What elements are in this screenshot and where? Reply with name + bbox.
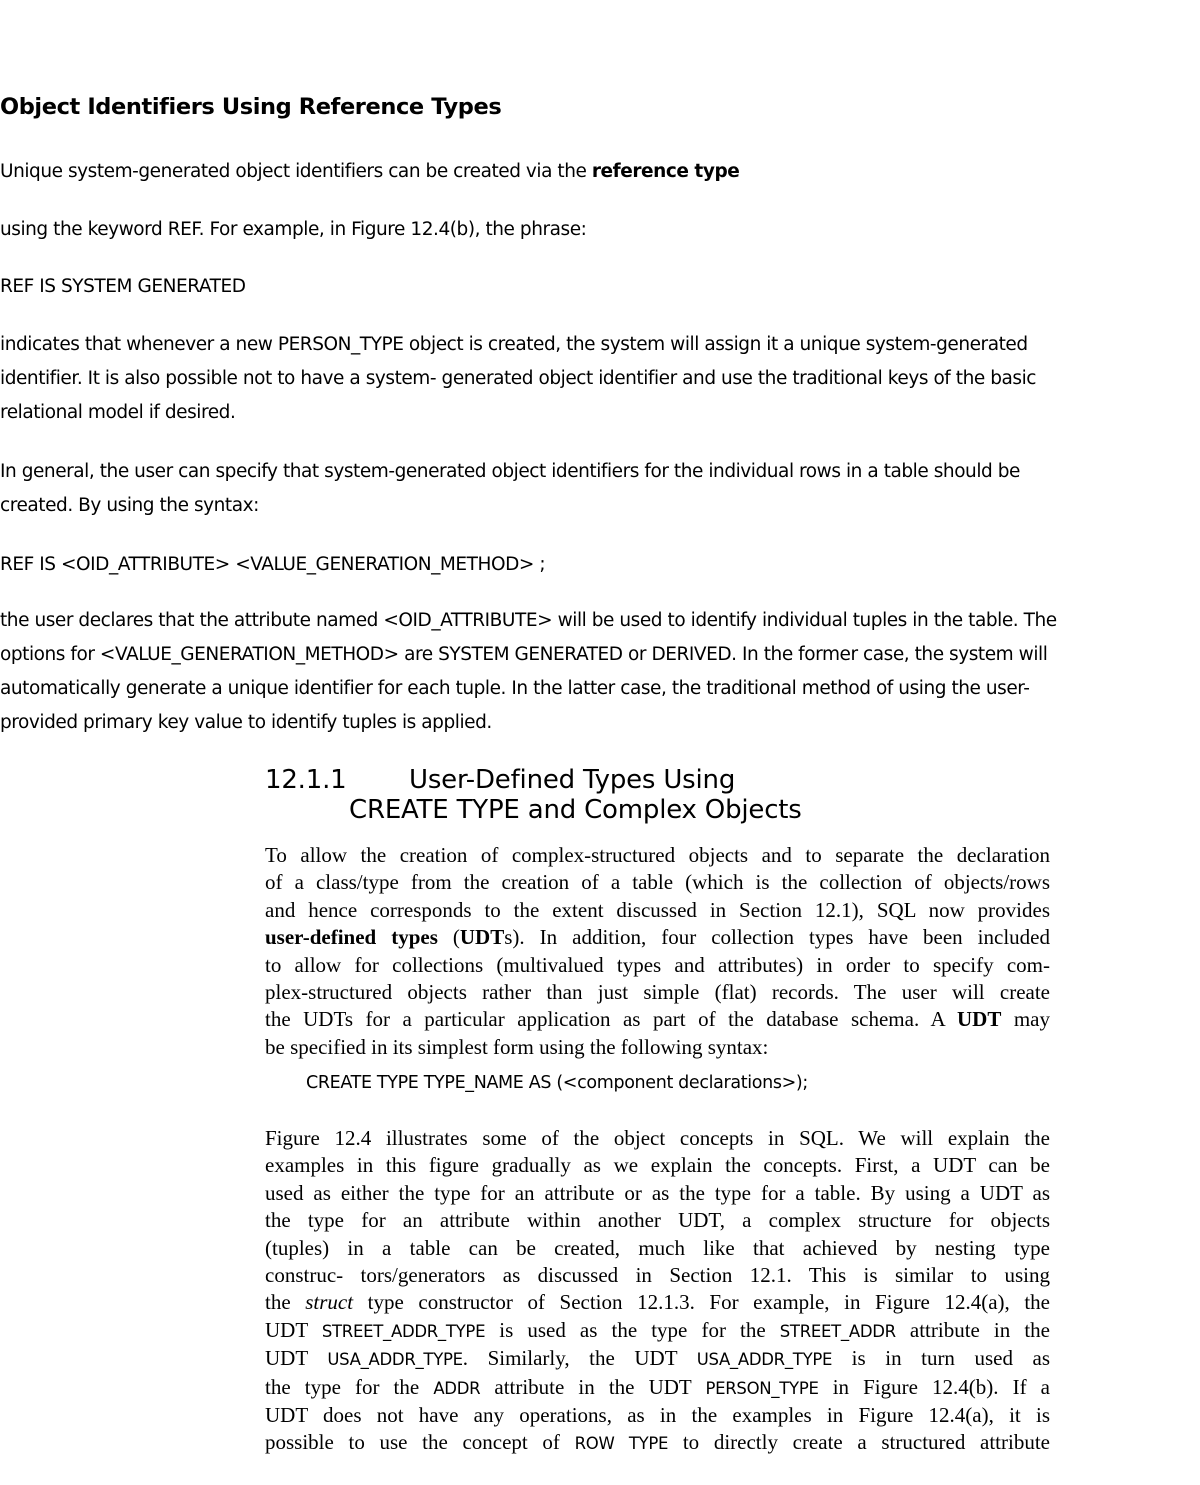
code-term: STREET_ADDR_TYPE [321, 1321, 486, 1341]
code-term: PERSON_TYPE [705, 1378, 819, 1398]
code-ref-is-oid-attribute: REF IS <OID_ATTRIBUTE> <VALUE_GENERATION_METHOD> ; [0, 554, 546, 575]
text-line: used as either the type for an attribute or as the type for a table. By using a UDT as [265, 1180, 1050, 1205]
text-line: In general, the user can specify that system-generated object identifiers for the individual rows in a table should be [0, 461, 1020, 482]
code-create-type: CREATE TYPE TYPE_NAME AS (<component declarations>); [306, 1073, 808, 1093]
text-line: construc- tors/generators as discussed in Section 12.1. This is similar to using [265, 1263, 1050, 1288]
code-ref-is-system-generated: REF IS SYSTEM GENERATED [0, 276, 246, 297]
text-line: automatically generate a unique identifier for each tuple. In the latter case, the traditional method of using the user- [0, 678, 1030, 699]
text-line: identifier. It is also possible not to have a system- generated object identifier and use the traditional keys of the basic [0, 368, 1037, 389]
text-line: plex-structured objects rather than just simple (flat) records. The user will create [265, 980, 1050, 1005]
text-line: created. By using the syntax: [0, 495, 259, 516]
text-line: indicates that whenever a new PERSON_TYPE object is created, the system will assign it a unique system-generated [0, 334, 1028, 355]
bold-term-user-defined-types: user-defined types [265, 925, 438, 950]
italic-term-struct: struct [305, 1290, 354, 1315]
text-line: of a class/type from the creation of a table (which is the collection of objects/rows [265, 870, 1050, 895]
paragraph-reference-type-line1 [0, 155, 739, 189]
text-line: the type for an attribute within another UDT, a complex structure for objects [265, 1208, 1050, 1233]
bold-term-udt: UDT [459, 925, 505, 950]
code-term: USA_ADDR_TYPE [327, 1350, 463, 1370]
section-number: 12.1.1 [265, 765, 347, 795]
code-term: ADDR [433, 1378, 481, 1398]
text-line: UDT does not have any operations, as in the examples in Figure 12.4(a), it is [265, 1403, 1050, 1428]
page-title: Object Identifiers Using Reference Types [0, 94, 502, 120]
body-paragraph-figure [265, 1125, 1050, 1458]
section-title-line1: User-Defined Types Using [409, 765, 736, 795]
text-line: to allow for collections (multivalued types and attributes) in order to specify com- [265, 952, 1050, 977]
text-line: user-defined types (UDTs). In addition, four collection types have been included [265, 925, 1050, 950]
text-line: and hence corresponds to the extent discussed in Section 12.1), SQL now provides [265, 897, 1050, 922]
text-line: examples in this figure gradually as we explain the concepts. First, a UDT can be [265, 1153, 1050, 1178]
paragraph-person-type [0, 328, 1036, 430]
text-line: be specified in its simplest form using the following syntax: [265, 1034, 769, 1059]
text-line: possible to use the concept of ROW TYPE to directly create a structured attribute [265, 1430, 1050, 1455]
paragraph-oid-attribute [0, 604, 1057, 740]
text-line: UDT STREET_ADDR_TYPE is used as the type for the STREET_ADDR attribute in the [265, 1317, 1050, 1342]
bold-term-reference-type: reference type [591, 161, 740, 182]
code-term: ROW TYPE [574, 1434, 669, 1454]
text-line: the type for the ADDR attribute in the UDT PERSON_TYPE in Figure 12.4(b). If a [265, 1374, 1051, 1399]
text-line: Figure 12.4 illustrates some of the object concepts in SQL. We will explain the [265, 1126, 1050, 1150]
paragraph-general-syntax [0, 455, 1020, 523]
text-line: the struct type constructor of Section 12.1.3. For example, in Figure 12.4(a), the [265, 1290, 1051, 1315]
text-line: (tuples) in a table can be created, much like that achieved by nesting type [265, 1235, 1050, 1260]
text-line: To allow the creation of complex-structured objects and to separate the declaration [265, 843, 1050, 867]
text-line: options for <VALUE_GENERATION_METHOD> are SYSTEM GENERATED or DERIVED. In the former case, the system will [0, 644, 1048, 665]
body-paragraph-udt [265, 842, 1050, 1061]
text-line: the user declares that the attribute named <OID_ATTRIBUTE> will be used to identify individual tuples in the table. The [0, 610, 1057, 631]
section-title-line2: CREATE TYPE and Complex Objects [349, 795, 802, 825]
text-line: relational model if desired. [0, 402, 236, 423]
code-term: STREET_ADDR [779, 1321, 896, 1341]
paragraph-ref-keyword: using the keyword REF. For example, in Figure 12.4(b), the phrase: [0, 219, 587, 240]
text: Unique system-generated object identifiers can be created via the [0, 161, 592, 182]
text-line: UDT USA_ADDR_TYPE. Similarly, the UDT USA_ADDR_TYPE is in turn used as [265, 1346, 1050, 1371]
bold-term-udt: UDT [957, 1007, 1002, 1032]
code-term: USA_ADDR_TYPE [696, 1350, 833, 1370]
text-line: the UDTs for a particular application as part of the database schema. A UDT may [265, 1007, 1050, 1032]
text-line: provided primary key value to identify tuples is applied. [0, 712, 492, 733]
